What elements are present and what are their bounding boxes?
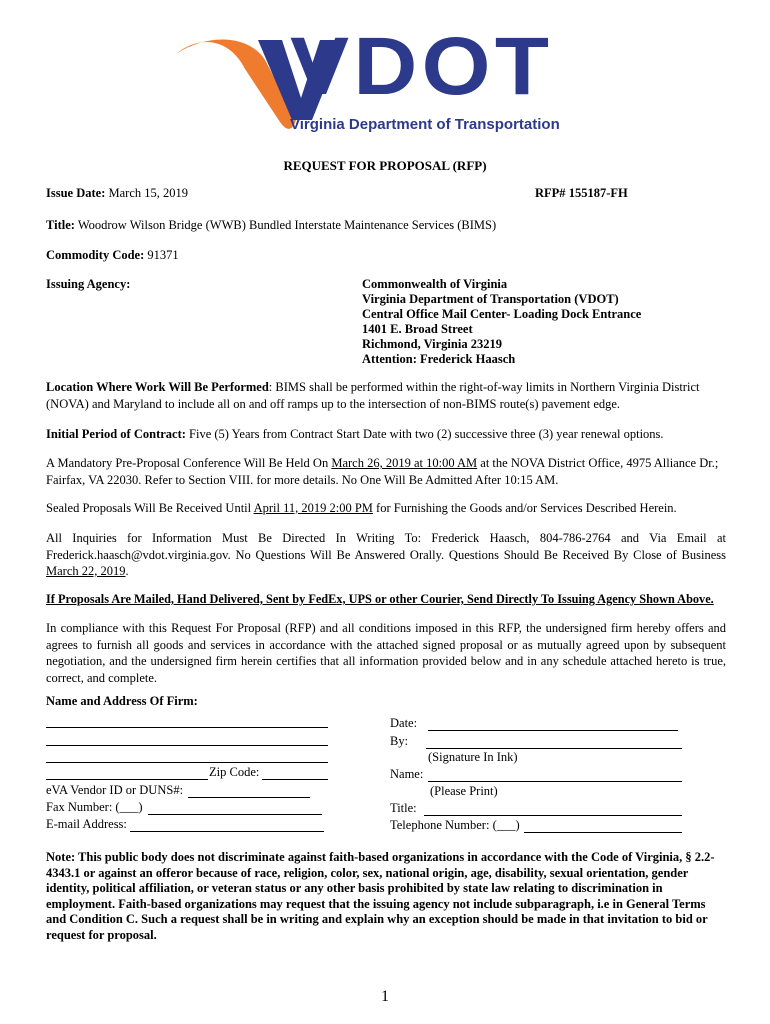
firm-city-line[interactable]	[46, 779, 208, 780]
inquiries-date: March 22, 2019	[46, 564, 126, 578]
title-value: Woodrow Wilson Bridge (WWB) Bundled Interstate Maintenance Services (BIMS)	[77, 218, 497, 232]
issue-date-label: Issue Date:	[46, 186, 106, 200]
issue-date	[46, 186, 188, 201]
title-label: Title:	[46, 218, 75, 232]
rfp-number	[535, 186, 628, 201]
period-paragraph	[46, 426, 726, 443]
fax-number-line[interactable]	[148, 814, 322, 815]
firm-address-line-2[interactable]	[46, 762, 328, 763]
agency-line: 1401 E. Broad Street	[362, 322, 473, 336]
by-label: By:	[390, 734, 409, 748]
document-title: REQUEST FOR PROPOSAL (RFP)	[283, 158, 487, 173]
telephone-line[interactable]	[524, 832, 682, 833]
name-label: Name:	[390, 767, 424, 781]
sealed-date: April 11, 2019 2:00 PM	[253, 501, 373, 515]
eva-vendor-line[interactable]	[188, 797, 310, 798]
agency-line: Central Office Mail Center- Loading Dock Entrance	[362, 307, 642, 321]
inquiries-paragraph	[46, 530, 726, 580]
mailed-notice: If Proposals Are Mailed, Hand Delivered, Sent by FedEx, UPS or other Courier, Send Directly To Issuing Agency Shown Above.	[46, 592, 714, 606]
page-number: 1	[381, 988, 389, 1005]
date-label: Date:	[390, 716, 418, 730]
issuing-agency-address	[362, 277, 641, 367]
date-line[interactable]	[428, 730, 678, 731]
commodity-label: Commodity Code:	[46, 248, 145, 262]
zip-code-label: Zip Code:	[209, 765, 260, 779]
email-line[interactable]	[130, 831, 324, 832]
commodity-code	[46, 248, 179, 263]
eva-vendor-label: eVA Vendor ID or DUNS#:	[46, 783, 184, 797]
location-label: Location Where Work Will Be Performed	[46, 380, 269, 394]
agency-line: Richmond, Virginia 23219	[362, 337, 502, 351]
zip-code-line[interactable]	[262, 779, 328, 780]
location-text: : BIMS shall be performed within the right-of-way limits in Northern Virginia District (NOVA) and Maryland to include all on and off ramps up to the intersection of non-BIMS route(s) pavement edge.	[46, 380, 700, 411]
agency-line: Virginia Department of Transportation (VDOT)	[362, 292, 619, 306]
agency-line: Commonwealth of Virginia	[362, 277, 508, 291]
period-text: Five (5) Years from Contract Start Date with two (2) successive three (3) year renewal options.	[185, 427, 664, 441]
signature-line[interactable]	[426, 748, 682, 749]
sealed-text-end: for Furnishing the Goods and/or Services Described Herein.	[372, 501, 677, 515]
conference-date: March 26, 2019 at 10:00 AM	[331, 456, 478, 470]
signature-note: (Signature In Ink)	[428, 750, 518, 764]
name-line[interactable]	[428, 781, 682, 782]
inquiries-end: .	[125, 564, 129, 578]
sealed-paragraph	[46, 500, 726, 517]
print-note: (Please Print)	[430, 784, 498, 798]
rfp-label: RFP#	[535, 186, 566, 200]
firm-name-line[interactable]	[46, 727, 328, 728]
nondiscrimination-note: Note: This public body does not discriminate against faith-based organizations in accordance with the Code of Virginia, § 2.2-4343.1 or against an offeror because of race, religion, color, sex, national origin, age, disability, sexual orientation, gender identity, political affiliation, or veteran status or any other basis prohibited by state law relating to discrimination in employment. Faith-based organizations may request that the issuing agency not include subparagraph, i.e in General Terms and Condition C. Such a request shall be in writing and explain why an exception should be made in that invitation to bid or request for proposal.	[46, 850, 715, 942]
inquiries-text: All Inquiries for Information Must Be Directed In Writing To: Frederick Haasch, 804-786-2764 and Via Email at Frederick.haasch@vdot.virginia.gov. No Questions Will Be Answered Orally. Questions Should Be Received By Close of Business	[46, 531, 726, 562]
title-field-line[interactable]	[424, 815, 682, 816]
conference-text: A Mandatory Pre-Proposal Conference Will Be Held On	[46, 456, 332, 470]
vdot-logo	[170, 21, 600, 144]
title-field-label: Title:	[390, 801, 417, 815]
agency-line: Attention: Frederick Haasch	[362, 352, 516, 366]
period-label: Initial Period of Contract:	[46, 427, 186, 441]
commodity-value: 91371	[147, 248, 179, 262]
sealed-text: Sealed Proposals Will Be Received Until	[46, 501, 254, 515]
email-label: E-mail Address:	[46, 817, 127, 831]
logo-subtitle: Virginia Department of Transportation	[290, 116, 560, 133]
firm-address-line-1[interactable]	[46, 745, 328, 746]
telephone-label: Telephone Number: (___)	[390, 818, 520, 832]
rfp-title	[46, 218, 496, 233]
logo-word: VDOT	[290, 21, 554, 112]
issuing-agency-label: Issuing Agency:	[46, 277, 131, 291]
rfp-value: 155187-FH	[568, 186, 628, 200]
firm-heading: Name and Address Of Firm:	[46, 694, 198, 708]
conference-text-end: at the NOVA District Office, 4975 Alliance Dr.; Fairfax, VA 22030. Refer to Section VIII. for more details. No One Will Be Admitted After 10:15 AM.	[46, 456, 719, 487]
location-paragraph	[46, 379, 726, 412]
conference-paragraph	[46, 455, 726, 488]
fax-number-label: Fax Number: (___)	[46, 800, 143, 814]
issue-date-value: March 15, 2019	[108, 186, 188, 200]
compliance-paragraph: In compliance with this Request For Proposal (RFP) and all conditions imposed in this RFP, the undersigned firm hereby offers and agrees to furnish all goods and services in accordance with the attached signed proposal or as mutually agreed upon by subsequent negotiation, and the undersigned firm herein certifies that all information provided below and in any schedule attached hereto is true, correct, and complete.	[46, 621, 726, 685]
